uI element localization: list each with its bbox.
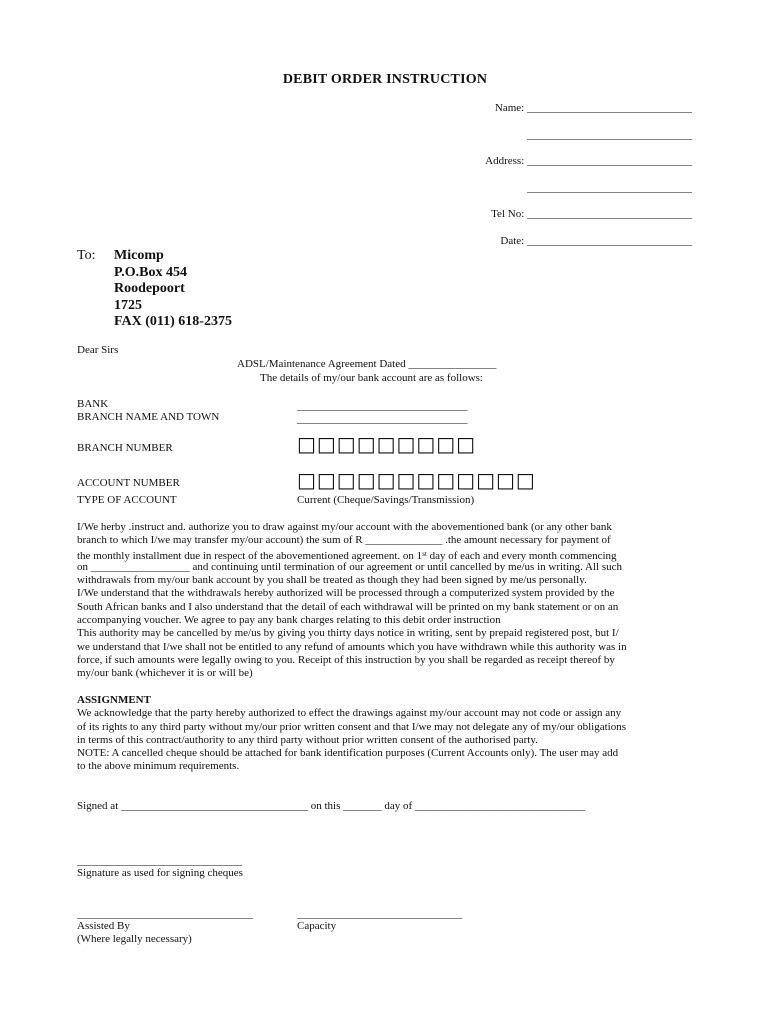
body-line: accompanying voucher. We agree to pay any bank charges relating to this debit order instruction (77, 614, 501, 627)
ordinal-suffix: st (422, 549, 427, 558)
recipient-line: Micomp (114, 248, 164, 263)
assisted-by-label: Assisted By (77, 920, 130, 932)
bank-name-field[interactable]: _______________________________ (297, 400, 468, 412)
assisted-by-line[interactable]: ________________________________ (77, 908, 253, 920)
agreement-date-line[interactable]: ADSL/Maintenance Agreement Dated ________________ (237, 358, 497, 370)
body-line: withdrawals from my/our bank account by you shall be treated as though they had been signed by me/us personally. (77, 574, 587, 587)
body-line: my/our bank (whichever it is or will be) (77, 667, 253, 680)
capacity-line[interactable]: ______________________________ (297, 908, 462, 920)
account-type-label: TYPE OF ACCOUNT (77, 494, 177, 506)
recipient-line: Roodepoort (114, 281, 185, 296)
document-title: DEBIT ORDER INSTRUCTION (282, 72, 488, 87)
body-line: I/We herby .instruct and. authorize you to draw against my/our account with the abovementioned bank (or any other bank (77, 521, 612, 533)
body-line: This authority may be cancelled by me/us by giving you thirty days notice in writing, sent by prepaid registered post, but I/ (77, 627, 619, 640)
address-field[interactable]: Address: ______________________________ (485, 155, 692, 167)
assignment-heading: ASSIGNMENT (77, 694, 151, 706)
assignment-section (77, 694, 693, 774)
capacity-label: Capacity (297, 920, 337, 932)
body-line[interactable]: branch to which I/we may transfer my/our account) the sum of R ______________ .the amount necessary for payment of (77, 534, 611, 547)
branch-number-boxes[interactable]: □□□□□□□□□ (297, 432, 477, 456)
signature-label: Signature as used for signing cheques (77, 867, 243, 879)
date-field[interactable]: Date: ______________________________ (500, 235, 692, 247)
name-field-continued[interactable]: ______________________________ (527, 129, 692, 141)
recipient-line: FAX (011) 618-2375 (114, 314, 232, 329)
recipient-address (114, 248, 232, 331)
body-line[interactable]: on __________________ and continuing until termination of our agreement or until cancelled by me/us in writing. All such (77, 560, 623, 573)
assignment-line: to the above minimum requirements. (77, 760, 240, 773)
body-line: South African banks and I also understand that the detail of each withdrawal will be printed on my bank statement or on an (77, 600, 619, 613)
assignment-line: in terms of this contract/authority to any third party without prior written consent of the authorised party. (77, 733, 538, 746)
address-field-continued[interactable]: ______________________________ (527, 182, 692, 194)
bank-label: BANK (77, 398, 109, 410)
name-field[interactable]: Name: ______________________________ (494, 102, 692, 114)
authorization-paragraph (77, 521, 693, 681)
assignment-line: We acknowledge that the party hereby authorized to effect the drawings against my/our account may not code or assign any (77, 707, 622, 720)
branch-number-label: BRANCH NUMBER (77, 442, 173, 454)
signed-at-line[interactable]: Signed at __________________________________ on this _______ day of _______________________________ (77, 800, 586, 812)
salutation: Dear Sirs (77, 344, 119, 356)
account-number-boxes[interactable]: □□□□□□□□□□□□ (297, 468, 536, 492)
details-intro: The details of my/our bank account are as follows: (260, 372, 483, 384)
body-line: we understand that I/we shall not be entitled to any refund of amounts which you have withdrawn while this authority was in (77, 640, 627, 653)
assignment-line: NOTE: A cancelled cheque should be attached for bank identification purposes (Current Accounts only). The user may add (77, 747, 619, 760)
assisted-by-note: (Where legally necessary) (77, 933, 192, 945)
body-line (77, 548, 693, 561)
recipient-line: 1725 (114, 297, 142, 313)
recipient-line: P.O.Box 454 (114, 264, 187, 280)
body-line: force, if such amounts were legally owing to you. Receipt of this instruction by you shall be regarded as receipt thereof by (77, 653, 615, 666)
branch-name-field[interactable]: _______________________________ (297, 413, 468, 425)
branch-name-label: BRANCH NAME AND TOWN (77, 411, 220, 423)
body-line-part: the monthly installment due in respect of the abovementioned agreement. on 1 (77, 549, 423, 562)
account-type-value: Current (Cheque/Savings/Transmission) (297, 494, 475, 506)
body-line: I/We understand that the withdrawals hereby authorized will be processed through a computerized system provided by the (77, 587, 615, 600)
body-line-part: day of each and every month commencing (426, 549, 617, 562)
signature-line[interactable]: ______________________________ (77, 855, 242, 867)
account-number-label: ACCOUNT NUMBER (77, 477, 180, 489)
assignment-line: of its rights to any third party without my/our prior written consent and that I/we may not delegate any of my/our obligations (77, 720, 626, 733)
to-label: To: (77, 248, 96, 263)
tel-field[interactable]: Tel No: ______________________________ (491, 208, 692, 220)
